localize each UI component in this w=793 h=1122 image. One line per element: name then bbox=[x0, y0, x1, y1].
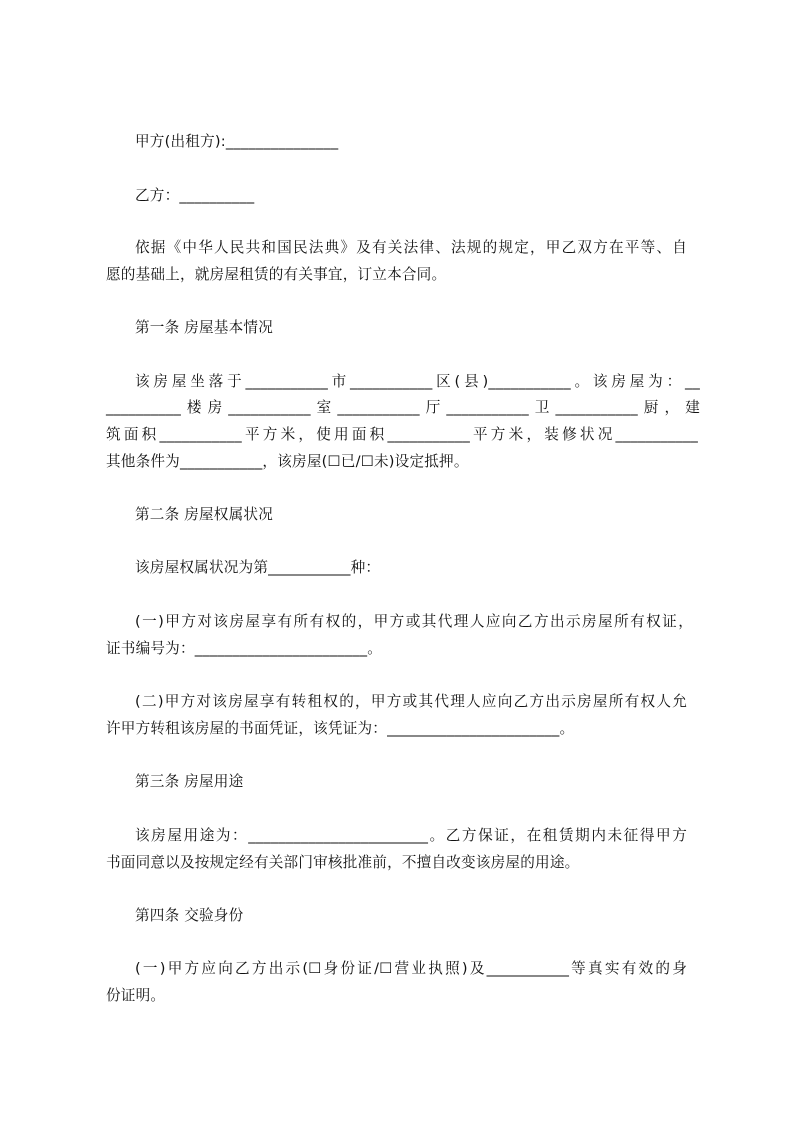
article-2-item-1-line-1: (一)甲方对该房屋享有所有权的，甲方或其代理人应向乙方出示房屋所有权证， bbox=[135, 613, 693, 630]
article-1-line-1: 该房屋坐落于___________市___________区(县)___________。该房屋为：__ bbox=[135, 373, 700, 390]
article-4-item-1-line-2: 份证明。 bbox=[106, 987, 166, 1004]
article-4-heading: 第四条 交验身份 bbox=[135, 907, 244, 924]
preamble-line-1: 依据《中华人民共和国民法典》及有关法律、法规的规定，甲乙双方在平等、自 bbox=[135, 239, 687, 256]
article-1-line-3: 筑面积___________平方米，使用面积___________平方米，装修状况___________ bbox=[106, 426, 698, 443]
article-2-item-2-line-1: (二)甲方对该房屋享有转租权的，甲方或其代理人应向乙方出示房屋所有权人允 bbox=[135, 693, 687, 710]
article-2-item-1-line-2: 证书编号为：_______________________。 bbox=[106, 640, 382, 657]
landlord-field: 甲方(出租方):_______________ bbox=[135, 133, 339, 150]
article-2-item-2-line-2: 许甲方转租该房屋的书面凭证，该凭证为：_______________________。 bbox=[106, 720, 575, 737]
preamble-line-2: 愿的基础上，就房屋租赁的有关事宜，订立本合同。 bbox=[106, 266, 447, 283]
article-2-intro: 该房屋权属状况为第___________种： bbox=[135, 559, 381, 576]
article-1-line-4: 其他条件为___________，该房屋(☐已/☐未)设定抵押。 bbox=[106, 453, 469, 470]
article-3-line-2: 书面同意以及按规定经有关部门审核批准前，不擅自改变该房屋的用途。 bbox=[106, 854, 580, 871]
article-3-line-1: 该房屋用途为：________________________。乙方保证，在租赁期内未征得甲方 bbox=[135, 827, 687, 844]
article-2-heading: 第二条 房屋权属状况 bbox=[135, 506, 273, 523]
article-3-heading: 第三条 房屋用途 bbox=[135, 773, 244, 790]
article-4-item-1-line-1: (一)甲方应向乙方出示(☐身份证/☐营业执照)及___________等真实有效的身 bbox=[135, 960, 687, 977]
article-1-heading: 第一条 房屋基本情况 bbox=[135, 319, 273, 336]
article-1-line-2: __________楼房___________室___________厅___________卫___________厨，建 bbox=[106, 399, 700, 416]
tenant-field: 乙方：__________ bbox=[135, 187, 255, 204]
